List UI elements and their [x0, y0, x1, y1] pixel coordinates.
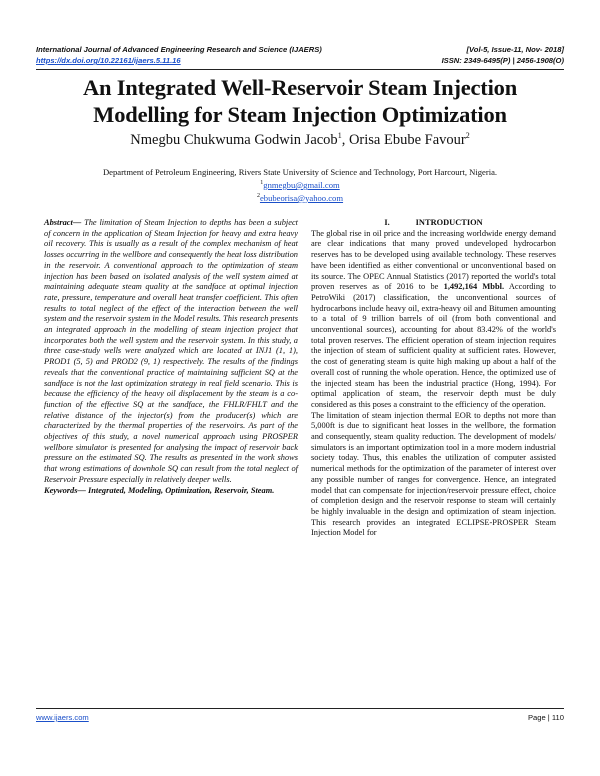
introduction-column — [311, 218, 556, 539]
keywords: Keywords— Integrated, Modeling, Optimization, Reservoir, Steam. — [44, 485, 275, 495]
affiliation: Department of Petroleum Engineering, Rivers State University of Science and Technology, Port Harcourt, Nigeria. — [102, 167, 498, 177]
page-footer — [36, 708, 564, 722]
abstract-column — [44, 218, 298, 496]
intro-paragraph-1 — [311, 229, 556, 411]
abstract-text: The limitation of Steam Injection to depths has been a subject of concern in the application of Steam Injection for heavy and extra heavy oil recovery. This is usually as a result of the complex mechanism of heat losses occurring in the wellbore and consequently the heat loss distribution in the reservoir. A conventional approach to the optimization of steam injection has been based on isolated analysis of the well system aimed at maintaining adequate steam quality at the sandface at optimal injection rate, pressure, temperature and overall heat transfer coefficient. This often results to total neglect of the effect of the interaction between the well system and the reservoir system in the Model results. This research presents an integrated approach in the modelling of steam injection project that incorporates both the well system and the reservoir system. In this study, a three case-study wells were analyzed which are located at INJ1 (1, 1), PROD1 (5, 5) and PROD2 (9, 1) respectively. The results of the findings reveals that the conventional practice of maintaining sufficient SQ at the sandface is not the last optimization strategy in real field scenario. This is because the efficiency of the heavy oil displacement by the steam is a co-function of the effective SQ at the sandface, the FHLR/FHLT and the relative distance of the injector(s) from the producer(s) which are characterized by the thermal properties of the reservoirs. As part of the objectives of this study, a novel numerical approach using PROSPER wellbore simulator is presented for analysing the impact of reservoir back pressure on the estimated SQ. The results as presented in the work shows that wrong estimations of downhole SQ can result from the total neglect of Reservoir Pressure especially in relatively deeper wells. — [44, 218, 298, 484]
author-2: Orisa Ebube Favour — [348, 131, 466, 148]
author-1-sup: 1 — [337, 131, 342, 140]
email-1-link[interactable]: gnmegbu@gmail.com — [263, 179, 340, 190]
abstract — [44, 218, 298, 486]
intro-paragraph-2: The limitation of steam injection thermal EOR to depths not more than 5,000ft is due to significant heat losses in the wellbore, the formation and consequently, steam quality reduction. The development of models/ simulators is an important optimization tool in a more modern industrial society today. Thus, this enables the utilization of computer assisted numerical methods for the optimization of the parameter of interest over any possible number of ranges for convergence. Hence, an integrated model that can compensate for injection/reservoir pressure effect, choice of completion design and the reservoir response to steam will certainly be highly invaluable in the design and optimization of steam injection. This research provides an integrated ECLIPSE-PROSPER Steam Injection Model for — [311, 410, 556, 538]
page-number: Page | 110 — [527, 713, 564, 722]
author-1: Nmegbu Chukwuma Godwin Jacob — [130, 131, 338, 148]
journal-name: International Journal of Advanced Engineering Research and Science (IJAERS) — [36, 45, 322, 54]
section-heading — [311, 218, 556, 229]
issn: ISSN: 2349-6495(P) | 2456-1908(O) — [441, 56, 564, 65]
abstract-label: Abstract— — [44, 218, 82, 227]
email-2-link[interactable]: ebubeorisa@yahoo.com — [259, 192, 344, 203]
paper-title — [20, 74, 580, 128]
affiliation-block — [20, 167, 580, 204]
section-title: INTRODUCTION — [415, 218, 483, 227]
title-line-2: Modelling for Steam Injection Optimization — [93, 102, 507, 127]
email-2-sup: 2 — [256, 192, 260, 199]
author-2-sup: 2 — [465, 131, 470, 140]
intro-reserves-value: 1,492,164 Mbbl. — [443, 282, 505, 292]
email-1-sup: 1 — [260, 180, 264, 186]
author-list — [20, 131, 580, 149]
doi-link[interactable]: https://dx.doi.org/10.22161/ijaers.5.11.16 — [36, 56, 181, 65]
journal-header — [36, 44, 564, 66]
journal-volume: [Vol-5, Issue-11, Nov- 2018] — [466, 45, 564, 54]
header-divider — [36, 69, 564, 70]
intro-p1-text-b: According to PetroWiki (2017) classification, the unconventional sources of hydrocarbons include heavy oil, extra-heavy oil and Bitumen amounting to a total of 9 trillion barrels of oil (from both conventional and unconventional sources), accounting for about 83.42% of the world's total proven reserves. The efficient operation of steam injection requires the injection of steam of sufficient quality at sufficient rates. However, the cost of generating steam is quite high making up about a half of the overall cost of running the whole operation. Hence, the optimized use of the injected steam has been the industrial practice (Hong, 1994). For optimal application of steam, the reservoir depth must be duly considered as this poses a constraint to the efficiency of the operation. — [311, 282, 556, 409]
intro-p1-text-a: The global rise in oil price and the increasing worldwide energy demand are clear indications that many proved undeveloped hydrocarbon reserves has to be developed using available technology. These reserves have been identified as either conventional or unconventional based on its source. The OPEC Annual Statistics (2017) reported the world's total proven reserves as of 2016 to be — [311, 228, 556, 292]
title-line-1: An Integrated Well-Reservoir Steam Injection — [82, 75, 518, 100]
author-separator: , — [341, 131, 349, 148]
section-number: I. — [384, 218, 390, 227]
website-link[interactable]: www.ijaers.com — [36, 713, 89, 722]
